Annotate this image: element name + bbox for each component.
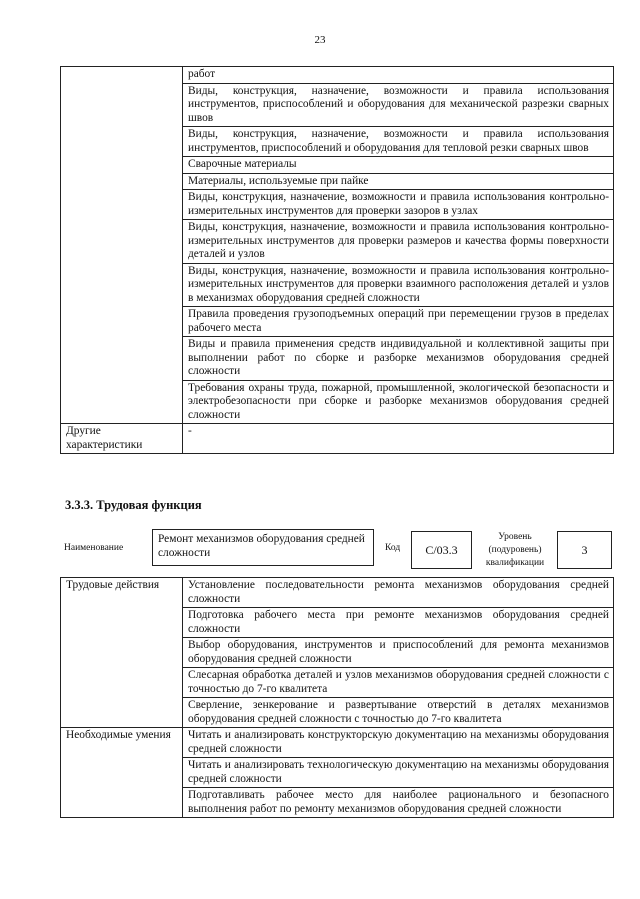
name-label: Наименование (64, 543, 124, 553)
labor-action-item: Подготовка рабочего места при ремонте механизмов оборудования средней сложности (183, 608, 614, 638)
labor-action-item: Слесарная обработка деталей и узлов механизмов оборудования средней сложности с точностью до 7-го квалитета (183, 668, 614, 698)
table-row (61, 728, 614, 758)
knowledge-item: Правила проведения грузоподъемных операций при перемещении грузов в пределах рабочего места (183, 307, 614, 337)
table-row (61, 67, 614, 84)
knowledge-item: Сварочные материалы (183, 157, 614, 174)
knowledge-item: работ (183, 67, 614, 84)
other-characteristics-value: - (183, 424, 614, 454)
labor-action-item: Выбор оборудования, инструментов и приспособлений для ремонта механизмов оборудования средней сложности (183, 638, 614, 668)
code-label: Код (385, 543, 401, 553)
skill-item: Читать и анализировать технологическую документацию на механизмы оборудования средней сложности (183, 758, 614, 788)
knowledge-item: Требования охраны труда, пожарной, промышленной, экологической безопасности и электробезопасности при сборке и разборке механизмов оборудования средней сложности (183, 380, 614, 424)
knowledge-label-cell (61, 67, 183, 424)
labor-actions-label: Трудовые действия (61, 578, 183, 728)
function-name-box: Ремонт механизмов оборудования средней сложности (152, 529, 374, 566)
table-row (61, 424, 614, 454)
table-row (61, 578, 614, 608)
qualification-level-box: 3 (557, 531, 612, 569)
code-box: С/03.3 (411, 531, 472, 569)
labor-function-table (60, 577, 614, 818)
labor-action-item: Сверление, зенкерование и развертывание отверстий в деталях механизмов оборудования средней сложности с точностью до 7-го квалитета (183, 698, 614, 728)
knowledge-item: Виды, конструкция, назначение, возможности и правила использования инструментов, приспособлений и оборудования для механической разрезки сварных швов (183, 83, 614, 127)
labor-action-item: Установление последовательности ремонта механизмов оборудования средней сложности (183, 578, 614, 608)
knowledge-item: Виды, конструкция, назначение, возможности и правила использования контрольно-измерительных инструментов для проверки размеров и качества формы поверхности деталей и узлов (183, 220, 614, 264)
knowledge-item: Виды и правила применения средств индивидуальной и коллективной защиты при выполнении работ по сборке и разборке механизмов оборудования средней сложности (183, 337, 614, 381)
page-number: 23 (314, 34, 326, 46)
skill-item: Подготавливать рабочее место для наиболее рационального и безопасного выполнения работ по ремонту механизмов оборудования средней сложности (183, 788, 614, 818)
knowledge-item: Виды, конструкция, назначение, возможности и правила использования контрольно-измерительных инструментов для проверки взаимного расположения деталей и узлов в механизмах оборудования средней сложности (183, 263, 614, 307)
other-characteristics-label: Другие характеристики (61, 424, 183, 454)
knowledge-item: Материалы, используемые при пайке (183, 173, 614, 190)
section-heading: 3.3.3. Трудовая функция (65, 498, 202, 512)
qualification-level-label: Уровень (подуровень) квалификации (485, 532, 545, 568)
skill-item: Читать и анализировать конструкторскую документацию на механизмы оборудования средней сложности (183, 728, 614, 758)
required-skills-label: Необходимые умения (61, 728, 183, 818)
knowledge-item: Виды, конструкция, назначение, возможности и правила использования инструментов, приспособлений и оборудования для тепловой резки сварных швов (183, 127, 614, 157)
knowledge-table (60, 66, 614, 454)
knowledge-item: Виды, конструкция, назначение, возможности и правила использования контрольно-измерительных инструментов для проверки зазоров в узлах (183, 190, 614, 220)
